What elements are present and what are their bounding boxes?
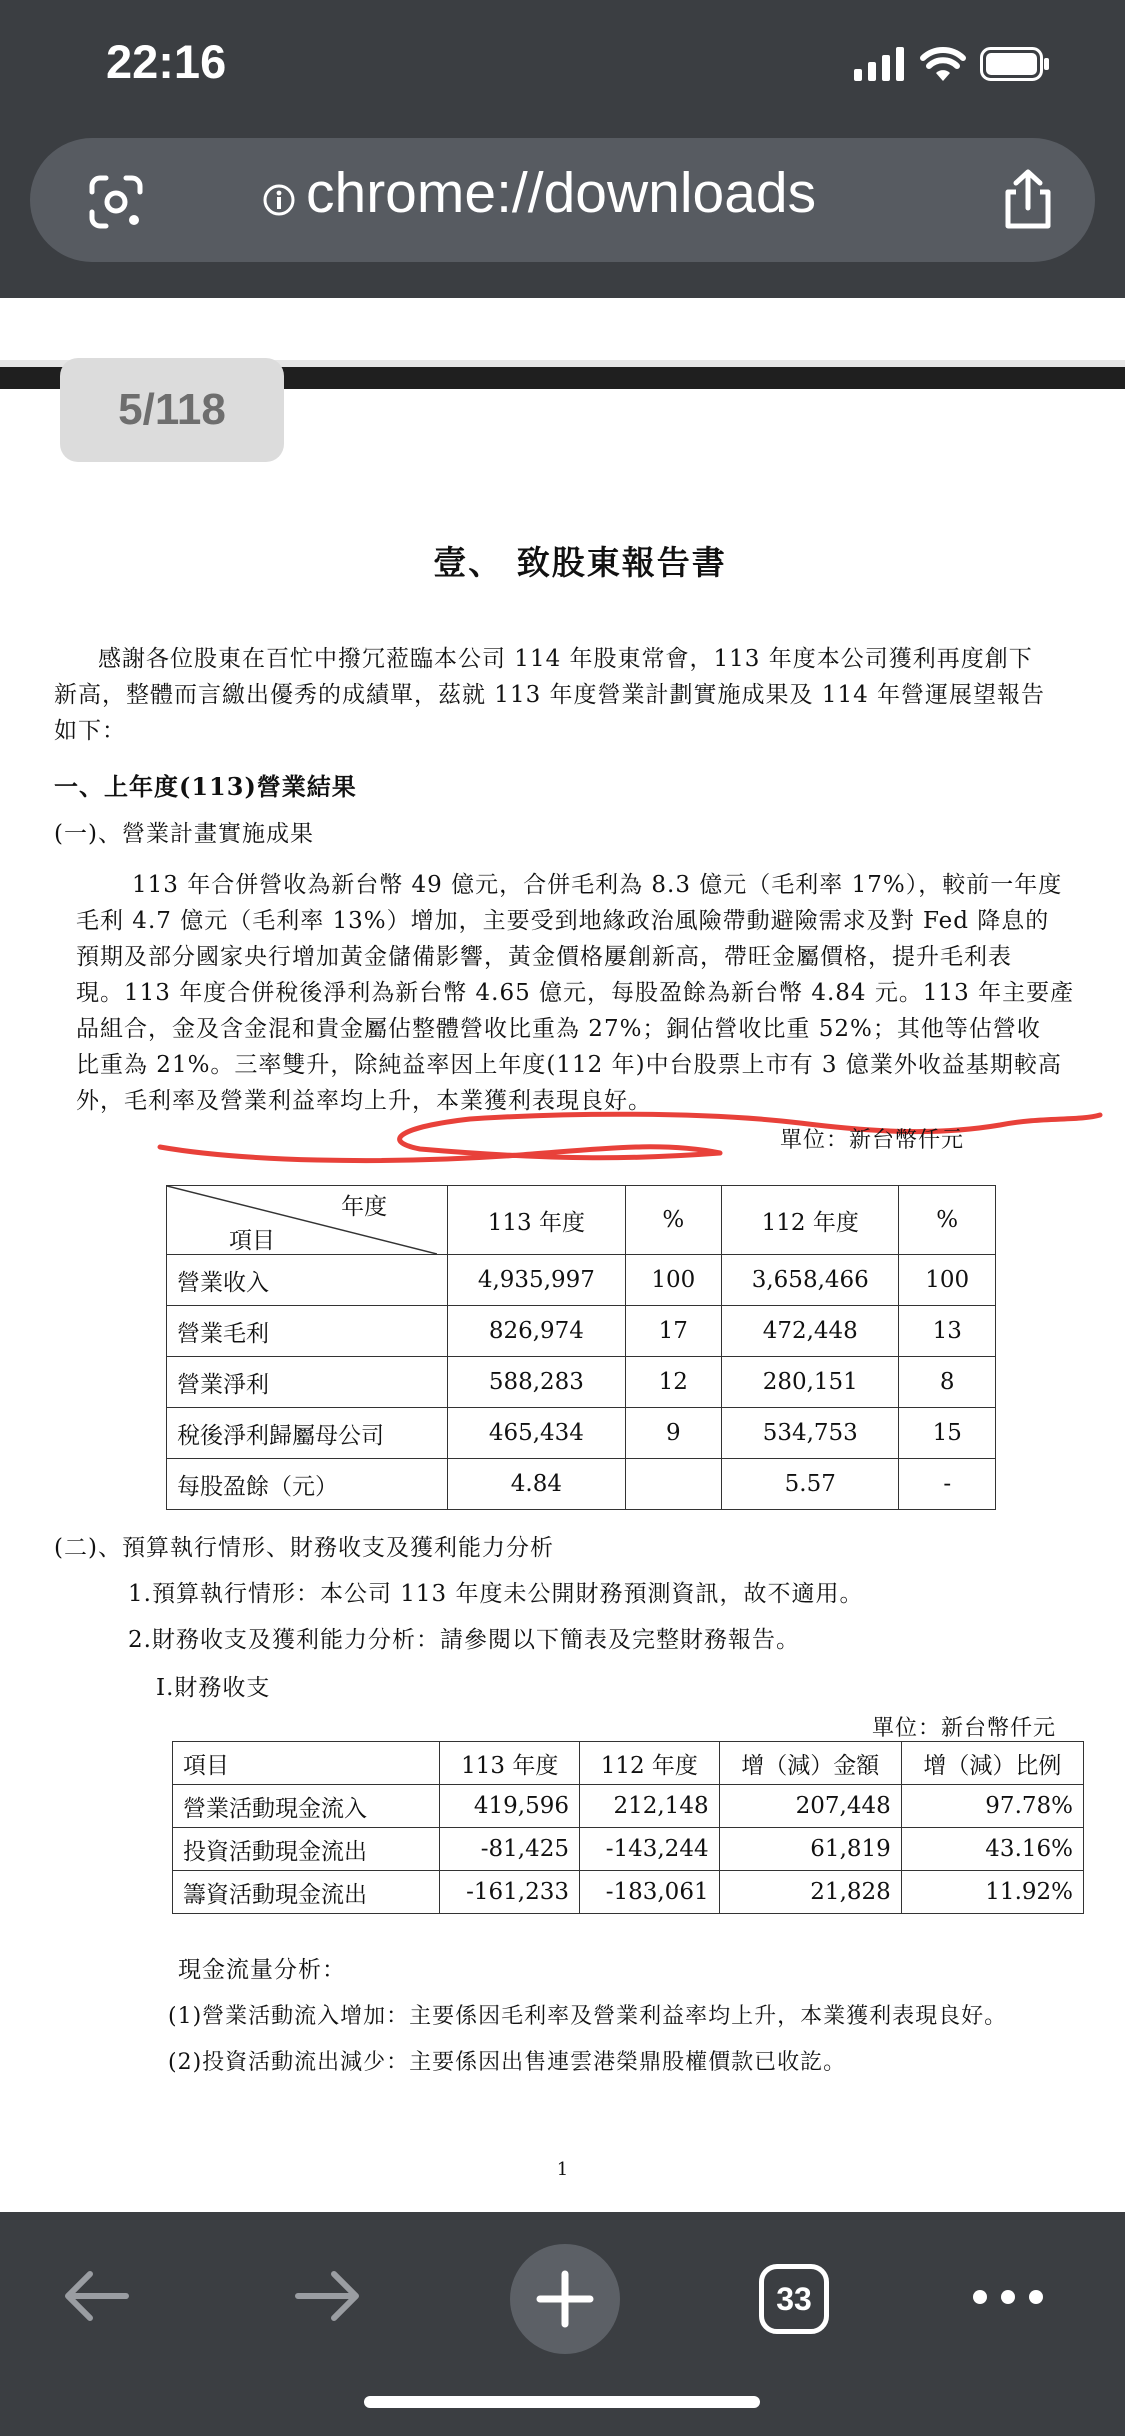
- table-header-cell: 113 年度: [440, 1742, 580, 1785]
- table-cell: 4.84: [448, 1459, 625, 1510]
- table-cell: 5.57: [722, 1459, 899, 1510]
- table-cell: 營業活動現金流入: [173, 1785, 440, 1828]
- wifi-icon: [920, 47, 966, 81]
- share-icon[interactable]: [998, 168, 1058, 232]
- table-cell: 465,434: [448, 1408, 625, 1459]
- table-header-cell: %: [625, 1186, 721, 1255]
- table-header-cell: 增（減）比例: [901, 1742, 1083, 1785]
- list-item: 1.預算執行情形：本公司 113 年度未公開財務預測資訊，故不適用。: [128, 1581, 864, 1607]
- browser-top-bar: [0, 0, 1125, 298]
- table-header-row: [167, 1186, 996, 1255]
- table-header-cell: 112 年度: [580, 1742, 720, 1785]
- body-line: 預期及部分國家央行增加黃金儲備影響，黃金價格屢創新高，帶旺金屬價格，提升毛利表: [76, 944, 1012, 970]
- table-cell: 588,283: [448, 1357, 625, 1408]
- table-cell: -81,425: [440, 1828, 580, 1871]
- forward-arrow-icon[interactable]: [288, 2256, 368, 2336]
- plus-icon: [510, 2244, 620, 2354]
- table-cell: -143,244: [580, 1828, 720, 1871]
- table-corner-cell: [167, 1186, 448, 1255]
- table-cell: 100: [625, 1255, 721, 1306]
- table-cell: -183,061: [580, 1871, 720, 1914]
- table-cell: 97.78%: [901, 1785, 1083, 1828]
- table-cell: 12: [625, 1357, 721, 1408]
- pdf-page[interactable]: [0, 389, 1125, 2212]
- battery-icon: [980, 47, 1050, 81]
- table-unit-label: 單位：新台幣仟元: [872, 1716, 1057, 1741]
- table-cell: 472,448: [722, 1306, 899, 1357]
- table-cell: 投資活動現金流出: [173, 1828, 440, 1871]
- table-cell: 營業淨利: [167, 1357, 448, 1408]
- table-header-cell: %: [899, 1186, 996, 1255]
- cellular-signal-icon: [854, 47, 906, 81]
- more-options-icon[interactable]: [968, 2282, 1048, 2312]
- table-cell: 11.92%: [901, 1871, 1083, 1914]
- table-header-cell: 項目: [173, 1742, 440, 1785]
- table-row: [173, 1828, 1084, 1871]
- page-number: 1: [556, 2159, 569, 2180]
- corner-label-year: 年度: [341, 1194, 388, 1220]
- subsection-heading: (一)、營業計畫實施成果: [54, 821, 314, 847]
- list-item: 2.財務收支及獲利能力分析：請參閱以下簡表及完整財務報告。: [128, 1627, 800, 1653]
- intro-line: 如下：: [54, 718, 126, 744]
- subsection-heading: (二)、預算執行情形、財務收支及獲利能力分析: [54, 1535, 554, 1561]
- table-unit-label: 單位：新台幣仟元: [780, 1128, 965, 1153]
- address-bar[interactable]: [30, 138, 1095, 262]
- table-cell: 100: [899, 1255, 996, 1306]
- table-header-cell: 112 年度: [722, 1186, 899, 1255]
- viewer-background: [0, 298, 1125, 360]
- back-arrow-icon[interactable]: [56, 2256, 136, 2336]
- table-cell: 13: [899, 1306, 996, 1357]
- google-lens-icon[interactable]: [86, 172, 146, 232]
- status-icons: [854, 44, 1050, 84]
- corner-label-item: 項目: [229, 1228, 275, 1254]
- page-indicator: 5/118: [60, 358, 284, 462]
- cashflow-note: (1)營業活動流入增加：主要係因毛利率及營業利益率均上升，本業獲利表現良好。: [168, 2004, 1008, 2029]
- tab-switcher-button[interactable]: 33: [759, 2264, 829, 2334]
- table-cell: 280,151: [722, 1357, 899, 1408]
- table-row: [167, 1255, 996, 1306]
- table-cell: 207,448: [719, 1785, 901, 1828]
- diagonal-line: [167, 1186, 437, 1254]
- section-heading: 一、上年度(113)營業結果: [54, 772, 357, 801]
- body-line: 比重為 21%。三率雙升，除純益率因上年度(112 年)中台股票上市有 3 億業外收益基期較高: [76, 1052, 1062, 1078]
- table-cell: -: [899, 1459, 996, 1510]
- table-row: [173, 1871, 1084, 1914]
- new-tab-button[interactable]: [510, 2244, 620, 2354]
- table-cell: 3,658,466: [722, 1255, 899, 1306]
- list-item: I.財務收支: [156, 1675, 271, 1701]
- table-cell: [625, 1459, 721, 1510]
- table-cell: 826,974: [448, 1306, 625, 1357]
- table-cell: 15: [899, 1408, 996, 1459]
- table-cell: 營業毛利: [167, 1306, 448, 1357]
- body-line: 外，毛利率及營業利益率均上升，本業獲利表現良好。: [76, 1088, 652, 1114]
- info-icon[interactable]: [262, 183, 296, 217]
- body-line: 毛利 4.7 億元（毛利率 13%）增加，主要受到地緣政治風險帶動避險需求及對 Fed 降息的: [76, 908, 1050, 934]
- table-cell: 419,596: [440, 1785, 580, 1828]
- table-cell: 營業收入: [167, 1255, 448, 1306]
- table-cell: 稅後淨利歸屬母公司: [167, 1408, 448, 1459]
- table-cell: 21,828: [719, 1871, 901, 1914]
- table-cell: 9: [625, 1408, 721, 1459]
- body-line: 現。113 年度合併稅後淨利為新台幣 4.65 億元，每股盈餘為新台幣 4.84 元。113 年主要產: [76, 980, 1075, 1006]
- body-line: 113 年合併營收為新台幣 49 億元，合併毛利為 8.3 億元（毛利率 17%），較前一年度: [132, 872, 1063, 898]
- body-line: 品組合，金及含金混和貴金屬佔整體營收比重為 27%；銅佔營收比重 52%；其他等佔營收: [76, 1016, 1041, 1042]
- table-cell: 212,148: [580, 1785, 720, 1828]
- home-indicator: [364, 2396, 760, 2408]
- table-header-cell: 增（減）金額: [719, 1742, 901, 1785]
- table-cell: 43.16%: [901, 1828, 1083, 1871]
- table-row: [167, 1408, 996, 1459]
- table-row: [173, 1785, 1084, 1828]
- table-row: [167, 1459, 996, 1510]
- table-cell: 每股盈餘（元）: [167, 1459, 448, 1510]
- cashflow-table: [172, 1741, 1084, 1914]
- intro-line: 新高，整體而言繳出優秀的成績單，茲就 113 年度營業計劃實施成果及 114 年營運展望報告: [54, 682, 1046, 708]
- table-cell: 籌資活動現金流出: [173, 1871, 440, 1914]
- page-title: 壹、 致股東報告書: [433, 543, 727, 582]
- table-cell: 61,819: [719, 1828, 901, 1871]
- income-summary-table: [166, 1185, 996, 1510]
- table-row: [167, 1357, 996, 1408]
- cashflow-note: (2)投資活動流出減少：主要係因出售連雲港榮鼎股權價款已收訖。: [168, 2050, 847, 2075]
- url-text[interactable]: chrome://downloads: [306, 161, 817, 225]
- cashflow-analysis-label: 現金流量分析：: [178, 1957, 346, 1983]
- table-header-row: [173, 1742, 1084, 1785]
- status-time: 22:16: [106, 35, 227, 88]
- table-cell: 534,753: [722, 1408, 899, 1459]
- table-header-cell: 113 年度: [448, 1186, 625, 1255]
- intro-line: 感謝各位股東在百忙中撥冗蒞臨本公司 114 年股東常會，113 年度本公司獲利再度創下: [98, 646, 1033, 672]
- table-cell: 4,935,997: [448, 1255, 625, 1306]
- table-cell: 17: [625, 1306, 721, 1357]
- table-cell: 8: [899, 1357, 996, 1408]
- table-cell: -161,233: [440, 1871, 580, 1914]
- table-row: [167, 1306, 996, 1357]
